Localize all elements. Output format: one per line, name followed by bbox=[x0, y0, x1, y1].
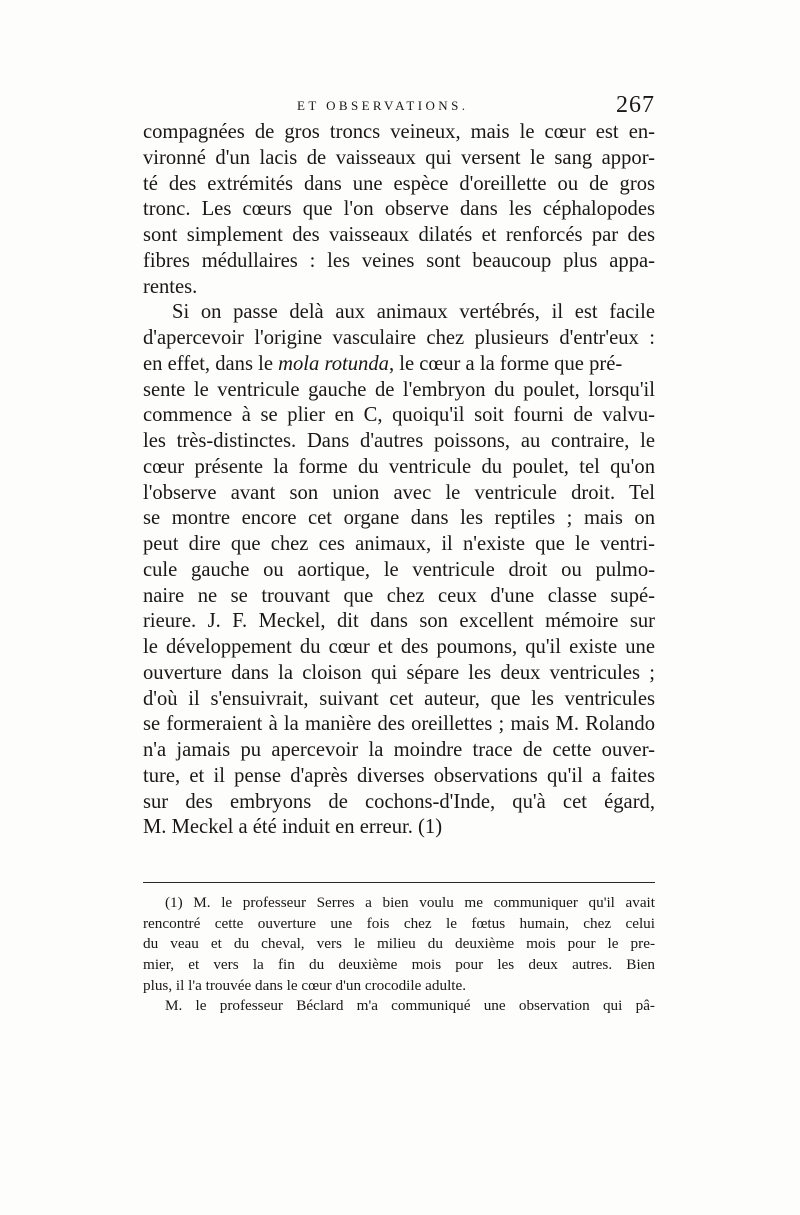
species-name: mola rotunda bbox=[278, 352, 389, 375]
text-line: sente le ventricule gauche de l'embryon du poulet, lorsqu'il bbox=[143, 378, 655, 401]
footnote-line: du veau et du cheval, vers le milieu du deuxième mois pour le pre- bbox=[143, 935, 655, 953]
text-line: se montre encore cet organe dans les reptiles ; mais on bbox=[143, 507, 655, 530]
text-line: le développement du cœur et des poumons, qu'il existe une bbox=[143, 636, 655, 658]
text-line: ouverture dans la cloison qui sépare les deux ventricules ; bbox=[143, 661, 655, 684]
page-number: 267 bbox=[616, 92, 655, 118]
running-head bbox=[143, 92, 655, 122]
text-line: commence à se plier en C, quoiqu'il soit fourni de valvu- bbox=[143, 404, 655, 427]
text-line-with-italic bbox=[143, 352, 655, 378]
text-line: cœur présente la forme du ventricule du poulet, tel qu'on bbox=[143, 455, 655, 478]
footnotes bbox=[143, 893, 655, 1017]
footnote-separator bbox=[143, 882, 655, 883]
text-line: fibres médullaires : les veines sont beaucoup plus appa- bbox=[143, 249, 655, 272]
text-line: compagnées de gros troncs veineux, mais le cœur est en- bbox=[143, 121, 655, 143]
text-line: d'apercevoir l'origine vasculaire chez plusieurs d'entr'eux : bbox=[143, 327, 655, 349]
text-line: rentes. bbox=[143, 275, 198, 298]
footnote-line: mier, et vers la fin du deuxième mois pour les deux autres. Bien bbox=[143, 956, 655, 974]
body-text bbox=[143, 120, 655, 841]
text-fragment: , le cœur a la forme que pré- bbox=[388, 352, 623, 375]
text-line: ture, et il pense d'après diverses observations qu'il a faites bbox=[143, 764, 655, 787]
text-line: sur des embryons de cochons-d'Inde, qu'à cet égard, bbox=[143, 790, 655, 813]
footnote-line: M. le professeur Béclard m'a communiqué une observation qui pâ- bbox=[165, 997, 655, 1015]
footnote-line: rencontré cette ouverture une fois chez le fœtus humain, chez celui bbox=[143, 914, 655, 932]
text-line: les très-distinctes. Dans d'autres poissons, au contraire, le bbox=[143, 430, 655, 452]
text-line: naire ne se trouvant que chez ceux d'une classe supé- bbox=[143, 584, 655, 607]
text-line: tronc. Les cœurs que l'on observe dans les céphalopodes bbox=[143, 198, 655, 221]
text-line: se formeraient à la manière des oreillettes ; mais M. Rolando bbox=[143, 713, 655, 736]
text-line: peut dire que chez ces animaux, il n'existe que le ventri- bbox=[143, 533, 655, 555]
text-line: M. Meckel a été induit en erreur. (1) bbox=[143, 816, 443, 839]
text-line: vironné d'un lacis de vaisseaux qui versent le sang appor- bbox=[143, 146, 655, 169]
text-fragment: en effet, dans le bbox=[143, 352, 279, 375]
text-line: d'où il s'ensuivrait, suivant cet auteur, que les ventricules bbox=[143, 687, 655, 710]
text-line: n'a jamais pu apercevoir la moindre trace de cette ouver- bbox=[143, 739, 655, 761]
text-line: sont simplement des vaisseaux dilatés et renforcés par des bbox=[143, 224, 655, 246]
text-line: l'observe avant son union avec le ventricule droit. Tel bbox=[143, 481, 655, 504]
text-line: cule gauche ou aortique, le ventricule droit ou pulmo- bbox=[143, 558, 655, 581]
text-line: Si on passe delà aux animaux vertébrés, il est facile bbox=[172, 301, 655, 324]
text-line: té des extrémités dans une espèce d'oreillette ou de gros bbox=[143, 172, 655, 195]
footnote-line: plus, il l'a trouvée dans le cœur d'un crocodile adulte. bbox=[143, 976, 467, 994]
text-line: rieure. J. F. Meckel, dit dans son excellent mémoire sur bbox=[143, 610, 655, 633]
footnote-line: (1) M. le professeur Serres a bien voulu me communiquer qu'il avait bbox=[165, 894, 655, 911]
running-title: ET OBSERVATIONS. bbox=[297, 98, 469, 113]
